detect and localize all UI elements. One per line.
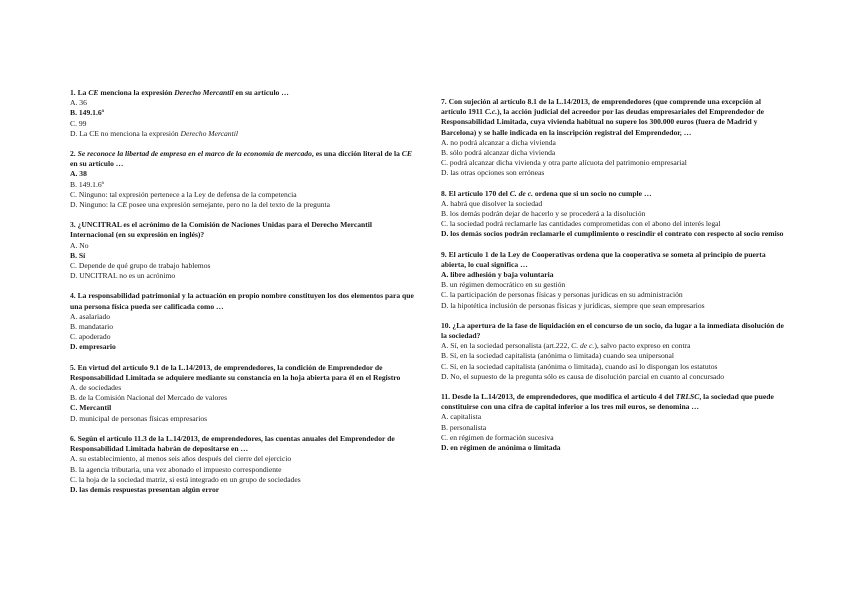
text-segment: D. en régimen de anónima o limitada — [441, 443, 561, 453]
question-stem — [70, 88, 415, 98]
question-block — [70, 363, 415, 424]
text-segment: A. de sociedades — [70, 383, 122, 393]
text-segment: 7. Con sujeción al artículo 8.1 de la L.14/2013, de emprendedores (que comprende una excepción al artículo 1911 — [441, 97, 761, 117]
text-segment: A. 36 — [70, 98, 87, 108]
text-segment: D. municipal de personas físicas empresarios — [70, 413, 208, 423]
text-segment: C. podrá alcanzar dicha vivienda y otra parte alícuota del patrimonio empresarial — [441, 158, 687, 168]
text-segment: 8. El artículo 170 del — [441, 188, 510, 198]
text-segment: D. Ninguno: la — [70, 200, 118, 210]
answer-option — [70, 414, 415, 424]
answer-option — [70, 393, 415, 403]
text-segment: Derecho Mercantil — [174, 88, 234, 97]
text-segment: C. de c. — [509, 188, 533, 198]
text-segment: 2. — [70, 149, 78, 159]
answer-option — [70, 332, 415, 342]
question-block — [441, 321, 786, 382]
text-segment: D. la hipotética inclusión de personas físicas y jurídicas, siempre que sean empresarios — [441, 300, 705, 310]
text-segment: A. no podrá alcanzar a dicha vivienda — [441, 137, 556, 147]
answer-option-correct — [70, 108, 415, 118]
left-column — [70, 88, 415, 505]
text-segment: Derecho Mercantil — [180, 128, 238, 138]
text-segment: en su artículo … — [233, 88, 289, 97]
answer-option — [441, 158, 786, 168]
text-segment: D. La CE no menciona la expresión — [70, 128, 181, 138]
text-segment: C. de c. — [571, 341, 595, 351]
text-segment: B. mandatario — [70, 322, 114, 332]
question-stem — [441, 97, 786, 138]
answer-option — [70, 180, 415, 190]
answer-option — [441, 290, 786, 300]
answer-option — [441, 351, 786, 361]
answer-option — [441, 199, 786, 209]
text-segment: D. No, el supuesto de la pregunta sólo es causa de disolución parcial en cuanto al concursado — [441, 371, 724, 381]
text-segment: A. capitalista — [441, 412, 482, 422]
answer-option — [70, 190, 415, 200]
text-segment: C. apoderado — [70, 332, 111, 342]
text-segment: ), salvo pacto expreso en contra — [594, 341, 691, 351]
answer-option — [441, 168, 786, 178]
answer-option — [441, 372, 786, 382]
answer-option-correct — [441, 270, 786, 280]
answer-option-correct — [70, 251, 415, 261]
answer-option — [70, 119, 415, 129]
answer-option — [70, 383, 415, 393]
question-stem — [70, 220, 415, 240]
answer-option-correct — [70, 403, 415, 413]
answer-option — [441, 412, 786, 422]
answer-option — [441, 423, 786, 433]
text-segment: 9. El artículo 1 de la Ley de Cooperativas ordena que la cooperativa se someta al principio de puerta abierta, lo cual significa … — [441, 249, 766, 269]
question-block — [441, 97, 786, 179]
text-segment: TRLSC — [675, 392, 700, 402]
question-stem — [70, 363, 415, 383]
text-segment: B. un régimen democrático en su gestión — [441, 280, 566, 290]
text-segment: B. 149.1.6ª — [70, 179, 104, 189]
text-segment: , es una dicción literal de la — [311, 149, 402, 159]
answer-option — [441, 148, 786, 158]
text-segment: A. habrá que disolver la sociedad — [441, 198, 543, 208]
question-stem — [441, 250, 786, 270]
text-segment: A. 38 — [70, 169, 87, 179]
text-segment: B. personalista — [441, 422, 487, 432]
text-segment: C. 99 — [70, 118, 87, 128]
question-block — [70, 149, 415, 210]
text-segment: D. UNCITRAL no es un acrónimo — [70, 271, 176, 281]
text-segment: 10. ¿La apertura de la fase de liquidación en el concurso de un socio, da lugar a la inmediata disolución de la sociedad? — [441, 320, 784, 341]
answer-option — [441, 341, 786, 351]
text-segment: B. de la Comisión Nacional del Mercado de valores — [70, 393, 228, 403]
answer-option — [441, 219, 786, 229]
question-block — [70, 434, 415, 495]
text-segment: C. Sí, en la sociedad capitalista (anónima o limitada), cuando así lo dispongan los estatutos — [441, 361, 718, 371]
text-segment: C. Mercantil — [70, 403, 112, 413]
text-segment: 1. La — [70, 88, 89, 97]
question-block — [441, 189, 786, 240]
question-stem — [441, 189, 786, 199]
question-stem — [441, 392, 786, 412]
text-segment: 6. Según el artículo 11.3 de la L.14/2013, de emprendedores, las cuentas anuales del Emprendedor de Responsabilidad Limitada habrán de depositarse en … — [70, 433, 395, 454]
text-segment: en su artículo … — [70, 159, 124, 169]
right-column — [441, 97, 786, 463]
text-segment: A. No — [70, 240, 89, 250]
text-segment: ), la acción judicial del acreedor por las deudas empresariales del Emprendedor de Responsabilidad Limitada, cuya vivienda habitual no supere los 300.000 euros (fuera de Madrid y Barcelona) y se halle indicada en la inscripción registral del Emprendedor, … — [441, 107, 764, 137]
text-segment: 4. La responsabilidad patrimonial y la actuación en propio nombre constituyen los dos elementos para que una persona física pueda ser calificada como … — [70, 291, 414, 311]
text-segment: C. Depende de qué grupo de trabajo hablemos — [70, 261, 211, 271]
text-segment: A. asalariado — [70, 311, 111, 321]
text-segment: C. Ninguno: tal expresión pertenece a la Ley de defensa de la competencia — [70, 189, 297, 199]
question-stem — [70, 291, 415, 311]
answer-option — [70, 312, 415, 322]
answer-option — [441, 280, 786, 290]
text-segment: D. las otras opciones son erróneas — [441, 168, 545, 178]
text-segment: CE — [401, 149, 412, 159]
answer-option — [70, 322, 415, 332]
text-segment: C.c. — [484, 107, 498, 117]
answer-option — [70, 465, 415, 475]
answer-option — [70, 454, 415, 464]
text-segment: B. sólo podrá alcanzar dicha vivienda — [441, 148, 556, 158]
answer-option — [70, 271, 415, 281]
answer-option — [70, 241, 415, 251]
question-stem — [441, 321, 786, 341]
text-segment: 11. Desde la L.14/2013, de emprendedores, que modifica el artículo 4 del — [441, 392, 676, 402]
answer-option — [70, 200, 415, 210]
text-segment: B. Sí — [70, 250, 86, 260]
text-segment: ordena que si un socio no cumple … — [532, 188, 652, 198]
text-segment: 5. En virtud del artículo 9.1 de la L.14/2013, de emprendedores, la condición de Emprendedor de Responsabilidad Limitada se adquiere mediante su constancia en la hoja abierta para él en el Registro — [70, 362, 401, 382]
text-segment: , la sociedad que puede constituirse con una cifra de capital inferior a los tres mil euros, se denomina … — [441, 392, 774, 412]
text-segment: menciona la expresión — [98, 88, 175, 97]
answer-option-correct — [70, 342, 415, 352]
text-segment: CE — [88, 88, 99, 97]
text-segment: C. en régimen de formación sucesiva — [441, 432, 554, 442]
text-segment: C. la hoja de la sociedad matriz, si está integrado en un grupo de sociedades — [70, 474, 301, 484]
text-segment: B. Sí, en la sociedad capitalista (anónima o limitada) cuando sea unipersonal — [441, 351, 675, 361]
question-stem — [70, 149, 415, 169]
answer-option-correct — [70, 169, 415, 179]
answer-option-correct — [70, 485, 415, 495]
text-segment: 3. ¿UNCITRAL es el acrónimo de la Comisión de Naciones Unidas para el Derecho Mercantil Internacional (en su expresión en inglés)? — [70, 220, 372, 240]
answer-option — [70, 475, 415, 485]
answer-option-correct — [441, 229, 786, 239]
text-segment: D. empresario — [70, 342, 116, 352]
text-segment: B. los demás podrán dejar de hacerlo y se procederá a la disolución — [441, 209, 646, 219]
answer-option — [441, 433, 786, 443]
answer-option — [441, 362, 786, 372]
text-segment: CE — [117, 200, 127, 210]
text-segment: C. la sociedad podrá reclamarle las cantidades comprometidas con el abono del interés legal — [441, 219, 721, 229]
text-segment: D. los demás socios podrán reclamarle el cumplimiento o rescindir el contrato con respecto al socio remiso — [441, 229, 784, 239]
answer-option — [441, 209, 786, 219]
question-block — [70, 220, 415, 281]
answer-option — [70, 129, 415, 139]
text-segment: posee una expresión semejante, pero no la del texto de la pregunta — [126, 200, 331, 210]
question-stem — [70, 434, 415, 454]
text-segment: C. la participación de personas físicas y personas jurídicas en su administración — [441, 290, 683, 300]
answer-option — [441, 301, 786, 311]
answer-option-correct — [441, 443, 786, 453]
text-segment: A. libre adhesión y baja voluntaria — [441, 270, 554, 280]
answer-option — [70, 261, 415, 271]
question-block — [70, 88, 415, 139]
answer-option — [70, 98, 415, 108]
question-block — [441, 392, 786, 453]
answer-option — [441, 138, 786, 148]
question-block — [441, 250, 786, 311]
text-segment: A. Sí, en la sociedad personalista (art.222, — [441, 341, 572, 351]
question-block — [70, 291, 415, 352]
text-segment: Se reconoce la libertad de empresa en el marco de la economía de mercado — [77, 149, 312, 159]
text-segment: D. las demás respuestas presentan algún error — [70, 484, 220, 494]
text-segment: B. la agencia tributaria, una vez abonado el impuesto correspondiente — [70, 464, 282, 474]
text-segment: A. su establecimiento, al menos seis años después del cierre del ejercicio — [70, 454, 292, 464]
text-segment: B. 149.1.6ª — [70, 108, 104, 118]
